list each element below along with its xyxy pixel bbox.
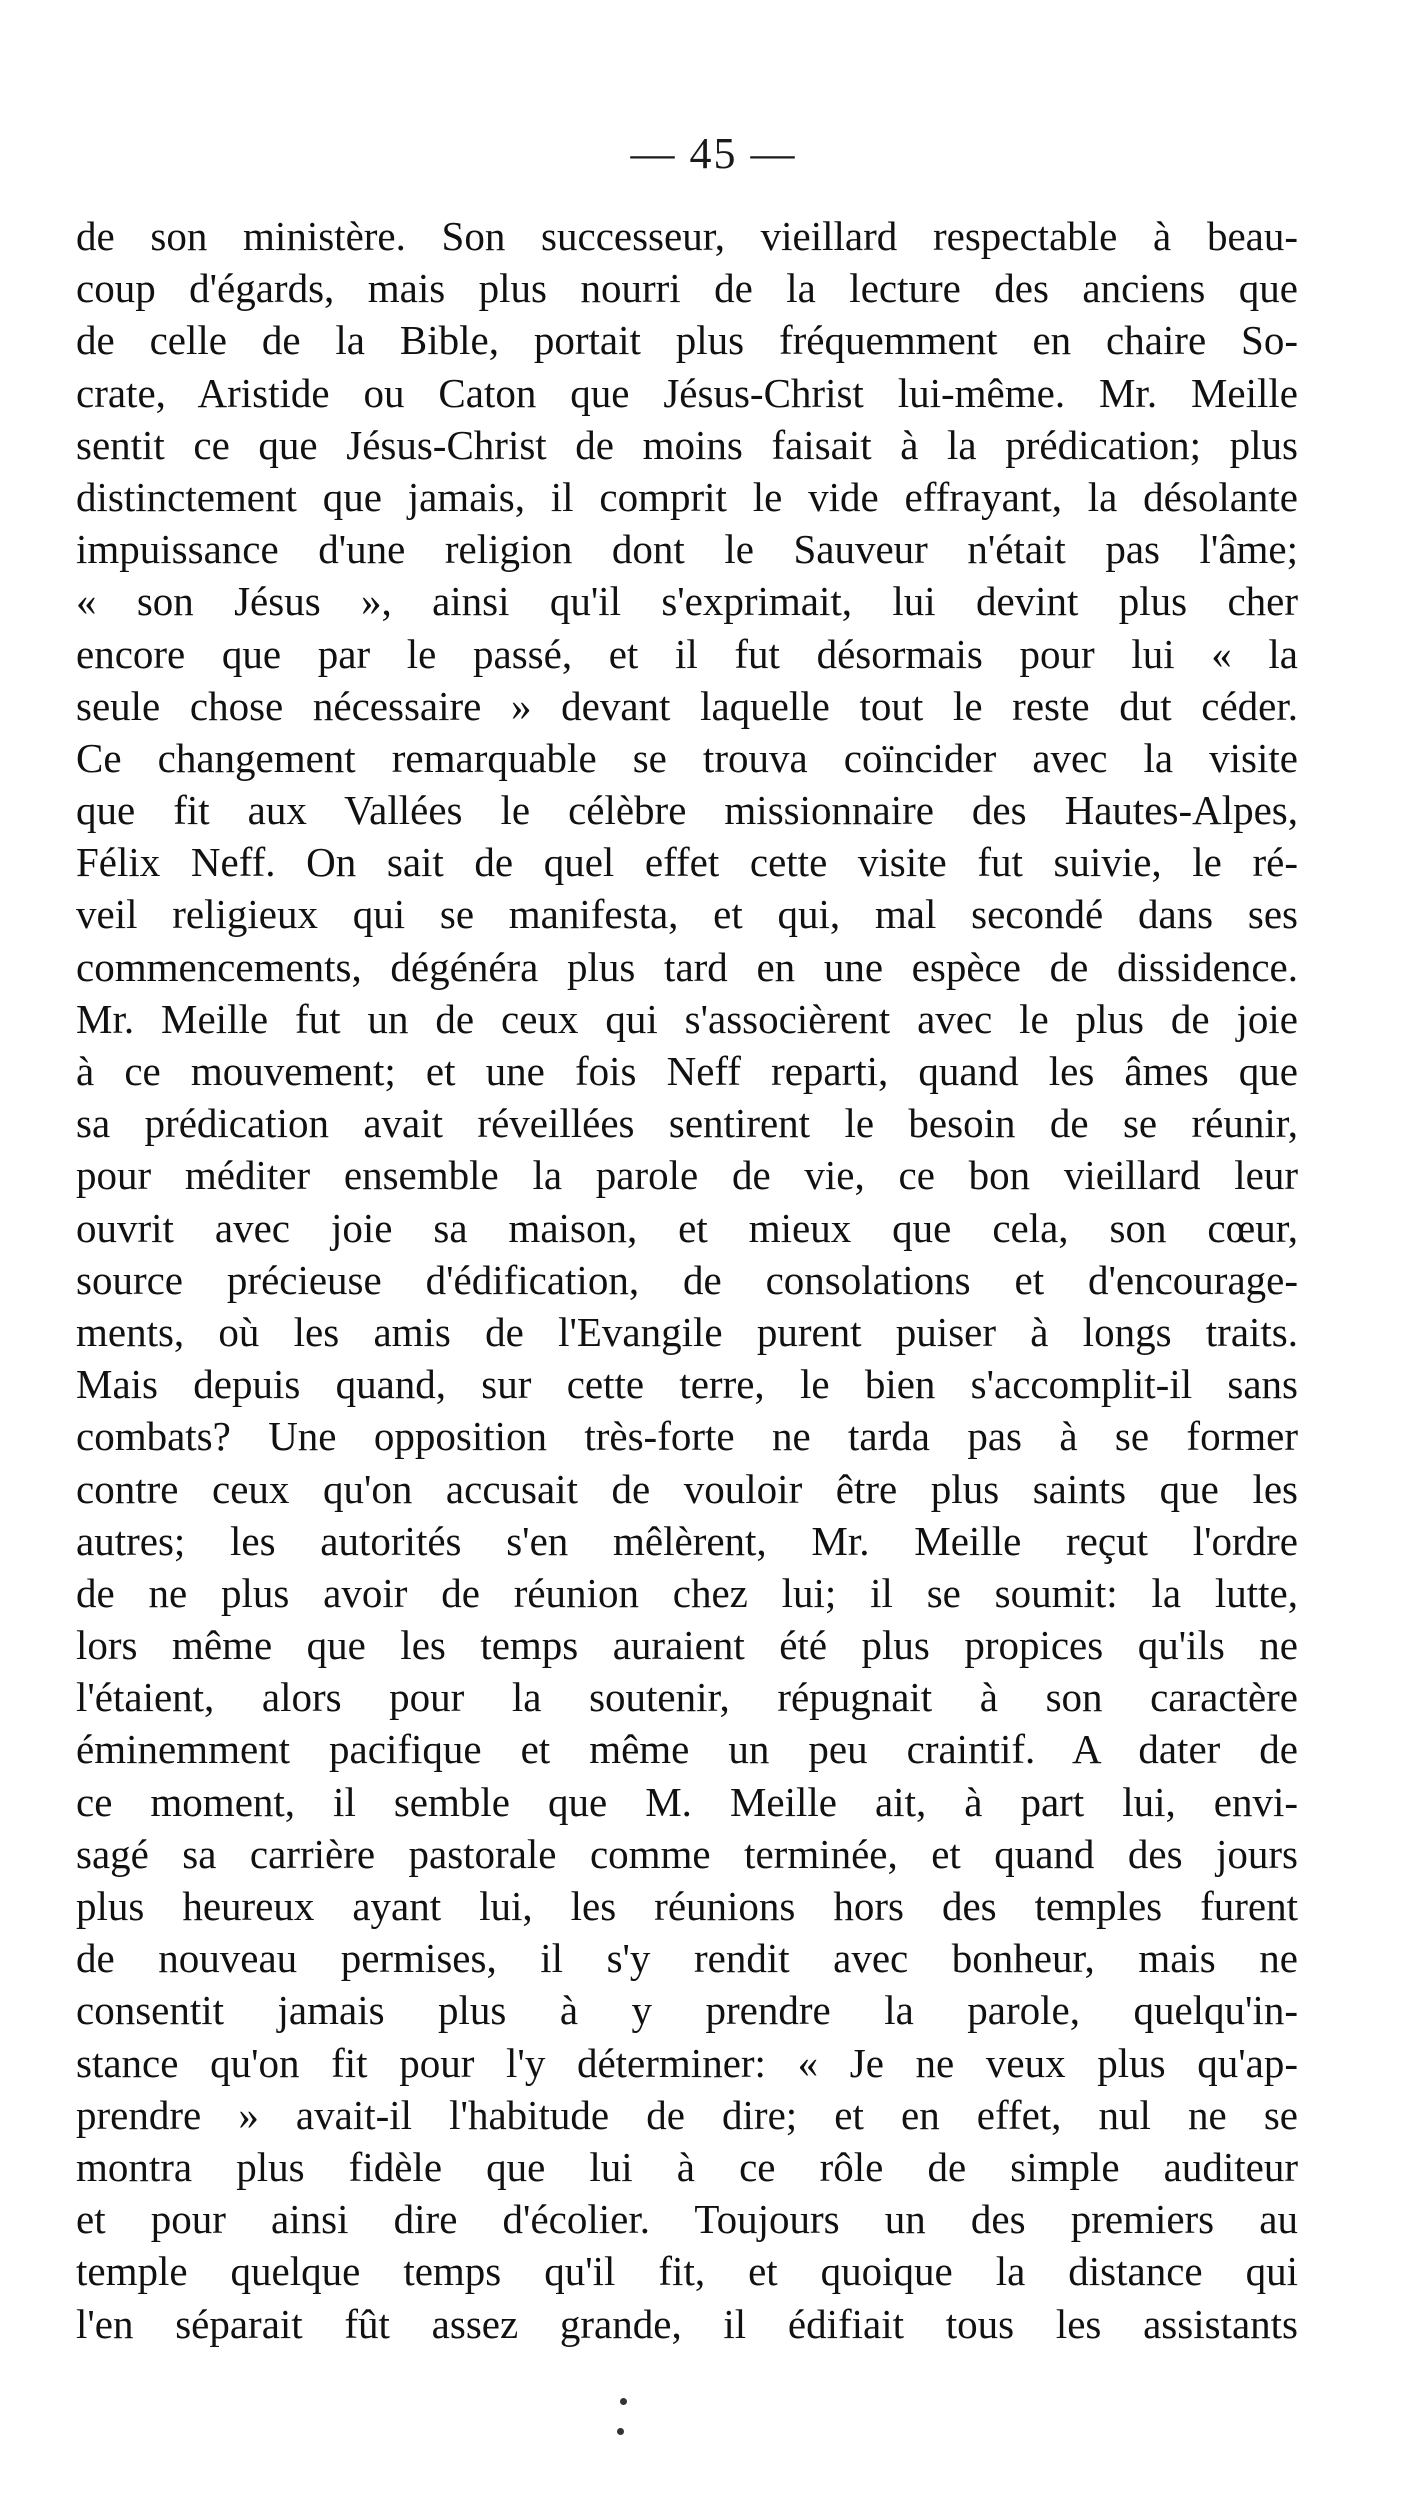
text-line: « son Jésus », ainsi qu'il s'exprimait, lui devint plus cher [76, 578, 1298, 625]
text-line: montra plus fidèle que lui à ce rôle de simple auditeur [76, 2143, 1298, 2190]
text-line: ouvrit avec joie sa maison, et mieux que cela, son cœur, [76, 1204, 1298, 1251]
text-line: Mr. Meille fut un de ceux qui s'associèrent avec le plus de joie [76, 995, 1298, 1042]
text-line: de nouveau permises, il s'y rendit avec bonheur, mais ne [76, 1935, 1298, 1982]
text-line: lors même que les temps auraient été plus propices qu'ils ne [76, 1622, 1298, 1669]
text-line: ments, où les amis de l'Evangile purent puiser à longs traits. [76, 1308, 1298, 1355]
text-line: encore que par le passé, et il fut désormais pour lui « la [76, 630, 1298, 677]
text-line: Ce changement remarquable se trouva coïncider avec la visite [76, 734, 1298, 781]
text-line: source précieuse d'édification, de consolations et d'encourage- [76, 1256, 1298, 1303]
ink-speck [617, 2428, 624, 2435]
text-line: l'étaient, alors pour la soutenir, répugnait à son caractère [76, 1674, 1298, 1721]
body-text [76, 210, 1298, 2350]
text-line: Félix Neff. On sait de quel effet cette visite fut suivie, le ré- [76, 839, 1298, 886]
text-line: prendre » avait-il l'habitude de dire; et en effet, nul ne se [76, 2091, 1298, 2138]
text-line: combats? Une opposition très-forte ne tarda pas à se former [76, 1413, 1298, 1460]
text-line: impuissance d'une religion dont le Sauveur n'était pas l'âme; [76, 526, 1298, 573]
text-line: de son ministère. Son successeur, vieillard respectable à beau- [76, 213, 1298, 259]
text-line: temple quelque temps qu'il fit, et quoique la distance qui [76, 2248, 1298, 2295]
text-line: sentit ce que Jésus-Christ de moins faisait à la prédication; plus [76, 421, 1298, 468]
text-line: pour méditer ensemble la parole de vie, ce bon vieillard leur [76, 1152, 1298, 1199]
text-line: à ce mouvement; et une fois Neff reparti, quand les âmes que [76, 1048, 1298, 1094]
text-line: de celle de la Bible, portait plus fréquemment en chaire So- [76, 317, 1298, 364]
text-line: commencements, dégénéra plus tard en une espèce de dissidence. [76, 943, 1298, 990]
text-line: consentit jamais plus à y prendre la parole, quelqu'in- [76, 1987, 1298, 2034]
text-line: coup d'égards, mais plus nourri de la lecture des anciens que [76, 265, 1298, 312]
text-line: sa prédication avait réveillées sentirent le besoin de se réunir, [76, 1100, 1298, 1147]
ink-speck [620, 2398, 627, 2405]
text-line: plus heureux ayant lui, les réunions hors des temples furent [76, 1883, 1298, 1929]
text-line: sagé sa carrière pastorale comme terminée, et quand des jours [76, 1830, 1298, 1877]
text-line: l'en séparait fût assez grande, il édifiait tous les assistants [76, 2300, 1298, 2347]
text-line: crate, Aristide ou Caton que Jésus-Christ lui-même. Mr. Meille [76, 369, 1298, 416]
text-line: ce moment, il semble que M. Meille ait, à part lui, envi- [76, 1778, 1298, 1825]
page-number: — 45 — [630, 129, 797, 178]
text-line: éminemment pacifique et même un peu craintif. A dater de [76, 1726, 1298, 1773]
text-line: de ne plus avoir de réunion chez lui; il se soumit: la lutte, [76, 1569, 1298, 1616]
text-line: Mais depuis quand, sur cette terre, le bien s'accomplit-il sans [76, 1361, 1298, 1408]
text-line: autres; les autorités s'en mêlèrent, Mr. Meille reçut l'ordre [76, 1517, 1298, 1564]
text-line: distinctement que jamais, il comprit le vide effrayant, la désolante [76, 473, 1298, 520]
text-line: veil religieux qui se manifesta, et qui, mal secondé dans ses [76, 891, 1298, 938]
text-line: et pour ainsi dire d'écolier. Toujours un des premiers au [76, 2196, 1298, 2243]
text-line: stance qu'on fit pour l'y déterminer: « Je ne veux plus qu'ap- [76, 2039, 1298, 2086]
text-line: seule chose nécessaire » devant laquelle tout le reste dut céder. [76, 682, 1298, 729]
text-line: contre ceux qu'on accusait de vouloir être plus saints que les [76, 1465, 1298, 1512]
text-line: que fit aux Vallées le célèbre missionnaire des Hautes-Alpes, [76, 787, 1298, 834]
